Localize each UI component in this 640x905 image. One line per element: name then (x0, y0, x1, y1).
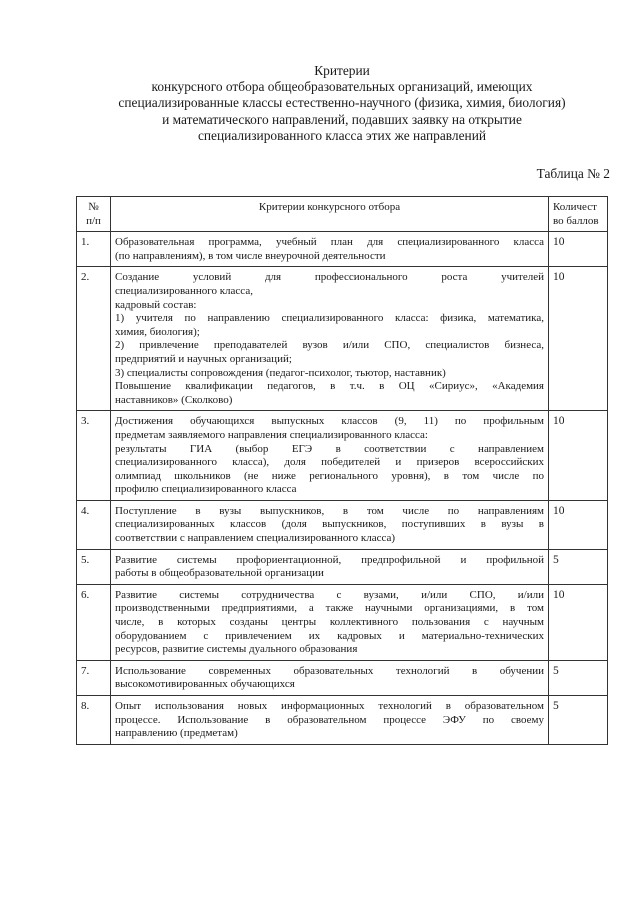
row-number: 1. (77, 232, 111, 267)
criterion-line: специализированных классов (доля выпускников, поступивших в вузы в (115, 518, 544, 531)
criterion-line: специализированного класса, (115, 284, 253, 297)
table-row (77, 411, 608, 501)
criterion-line: Поступление в вузы выпускников, в том числе по направлениям (115, 504, 544, 517)
criterion-line: высокомотивированных обучающихся (115, 678, 295, 691)
criterion-line: Создание условий для профессионального роста учителей (115, 271, 544, 284)
row-points: 5 (549, 696, 608, 745)
header-number-line2: п/п (86, 214, 101, 227)
criterion-line: результаты ГИА (выбор ЕГЭ в соответствии с направлением (115, 442, 544, 455)
header-points (549, 197, 608, 232)
row-criterion (111, 232, 549, 267)
row-number: 4. (77, 500, 111, 549)
criterion-line: предметам заявляемого направления специализированного класса: (115, 428, 428, 441)
criterion-line: Развитие системы сотрудничества с вузами, и/или СПО, и/или (115, 588, 544, 601)
header-points-line1: Количест (553, 201, 597, 213)
row-number: 3. (77, 411, 111, 501)
row-points: 10 (549, 411, 608, 501)
criterion-line: олимпиад школьников (не ниже регионального уровня), в том числе по (115, 469, 544, 482)
row-criterion (111, 584, 549, 660)
row-points: 5 (549, 660, 608, 695)
row-criterion (111, 660, 549, 695)
criterion-line: 1) учителя по направлению специализированного класса: физика, математика, (115, 312, 544, 325)
criterion-line: предприятий и научных организаций; (115, 352, 292, 365)
title-line: специализированного класса этих же направлений (197, 127, 487, 143)
criterion-line: Использование современных образовательных технологий в обучении (115, 664, 544, 677)
title-line: специализированные классы естественно-научного (физика, химия, биология) (118, 95, 566, 111)
row-points: 10 (549, 584, 608, 660)
row-number: 7. (77, 660, 111, 695)
criterion-line: Достижения обучающихся выпускных классов (9, 11) по профильным (115, 415, 544, 428)
table-label: Таблица № 2 (536, 166, 610, 181)
row-points: 10 (549, 267, 608, 411)
criterion-line: 2) привлечение преподавателей вузов и/или СПО, специалистов бизнеса, (115, 339, 544, 352)
row-points: 5 (549, 549, 608, 584)
criterion-line: Повышение квалификации педагогов, в т.ч. в ОЦ «Сириус», «Академия (115, 380, 544, 393)
table-row (77, 696, 608, 745)
criterion-line: кадровый состав: (115, 298, 197, 311)
document-title (40, 63, 640, 144)
row-criterion (111, 500, 549, 549)
row-points: 10 (549, 232, 608, 267)
criterion-line: соответствии с направлением специализированного класса) (115, 532, 396, 545)
table-row (77, 584, 608, 660)
row-number: 2. (77, 267, 111, 411)
header-number (77, 197, 111, 232)
criterion-line: (по направлениям), в том числе внеурочной деятельности (115, 249, 386, 262)
criterion-line: Образовательная программа, учебный план для специализированного класса (115, 236, 544, 249)
title-line: Критерии (314, 63, 370, 78)
table-row (77, 660, 608, 695)
header-points-line2: во баллов (553, 214, 599, 227)
row-criterion (111, 549, 549, 584)
criterion-line: числе, в которых созданы центры коллективного пользования с научным (115, 616, 544, 629)
table-row (77, 549, 608, 584)
row-number: 8. (77, 696, 111, 745)
criterion-line: Опыт использования новых информационных технологий в образовательном (115, 700, 544, 712)
table-header-row (77, 197, 608, 232)
row-criterion (111, 267, 549, 411)
row-points: 10 (549, 500, 608, 549)
title-line: и математического направлений, подавших заявку на открытие (162, 111, 522, 127)
criterion-line: направлению (предметам) (115, 727, 238, 740)
criterion-line: производственными предприятиями, а также научными организациями, в том (115, 602, 544, 615)
criterion-line: ресурсов, развитие системы дуального образования (115, 643, 358, 656)
table-row (77, 267, 608, 411)
row-criterion (111, 696, 549, 745)
table-row (77, 500, 608, 549)
criterion-line: специализированного класса), доля победителей и призеров всероссийских (115, 456, 544, 469)
row-criterion (111, 411, 549, 501)
table-row (77, 232, 608, 267)
criteria-table (76, 196, 608, 745)
row-number: 5. (77, 549, 111, 584)
row-number: 6. (77, 584, 111, 660)
criterion-line: 3) специалисты сопровождения (педагог-психолог, тьютор, наставник) (115, 366, 446, 379)
criterion-line: наставников» (Сколково) (115, 393, 233, 406)
criterion-line: профилю специализированного класса (115, 483, 297, 496)
criterion-line: Развитие системы профориентационной, предпрофильной и профильной (115, 553, 544, 566)
title-line: конкурсного отбора общеобразовательных организаций, имеющих (151, 79, 533, 95)
criterion-line: процессе. Использование в образовательном процессе ЭФУ по своему (115, 713, 544, 726)
header-number-line1: № (88, 201, 99, 213)
criterion-line: работы в общеобразовательной организации (115, 567, 324, 580)
header-criteria: Критерии конкурсного отбора (111, 197, 549, 232)
criterion-line: оборудованием с привлечением их кадровых и материально-технических (115, 629, 544, 642)
criterion-line: химия, биология); (115, 325, 200, 338)
